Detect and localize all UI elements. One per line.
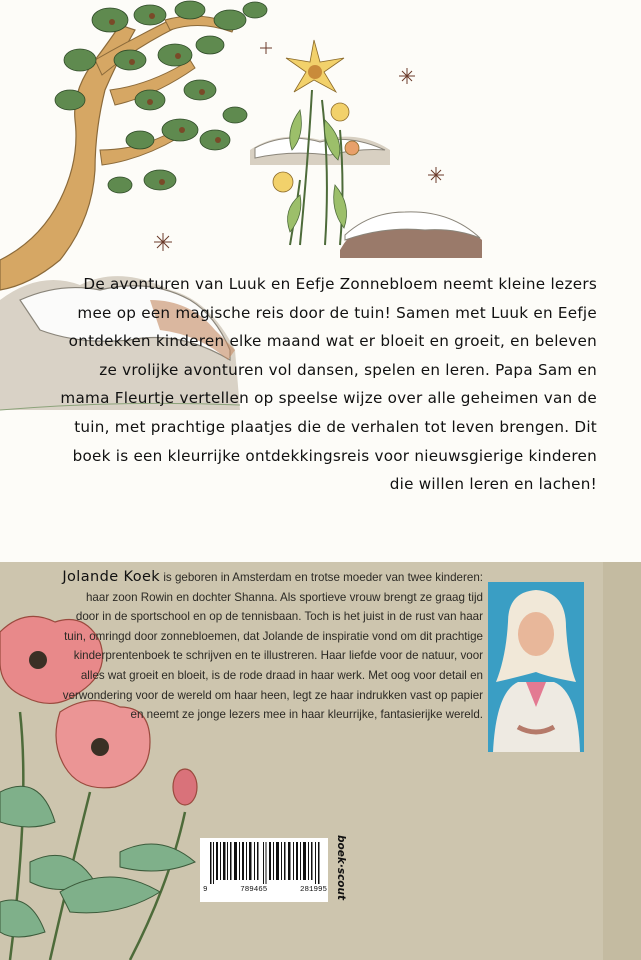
author-bio (60, 562, 483, 725)
author-section (0, 562, 641, 960)
barcode-group-2: 281995 (299, 886, 327, 894)
blurb-text: De avonturen van Luuk en Eefje Zonnebloem neemt kleine lezers mee op een magische reis door de tuin! Samen met Luuk en Eefje ontdekken kinderen elke maand wat er bloeit en groeit, en beleven ze vrolijke avonturen vol dansen, spelen en leren. Papa Sam en mama Fleurtje vertellen op speelse wijze over alle geheimen van de tuin, met prachtige plaatjes die de verhalen tot leven brengen. Dit boek is een kleurrijke ontdekkingsreis voor nieuwsgierige kinderen die willen leren en lachen! (60, 275, 597, 494)
barcode-digits (203, 886, 327, 894)
bio-text: is geboren in Amsterdam en trotse moeder van twee kinderen: haar zoon Rowin en dochter Shanna. Als sportieve vrouw brengt ze graag tijd door in de sportschool en op de tennisbaan. Toch is het juist in de rust van haar tuin, omringd door zonnebloemen, dat Jolande de inspiratie vond om dit prachtige kinderprentenboek te schrijven en te illustreren. Haar liefde voor de natuur, voor alles wat groeit en bloeit, is de rode draad in haar werk. Met oog voor detail en verwondering voor de wereld om haar heen, legt ze haar indrukken vast op papier en neemt ze jonge lezers mee in haar kleurrijke, fantasierijke wereld. (62, 571, 483, 722)
author-photo (488, 582, 584, 752)
spine-edge (603, 562, 641, 960)
barcode (200, 838, 328, 902)
blurb (0, 270, 641, 499)
barcode-bars (210, 842, 320, 884)
barcode-lead: 9 (203, 886, 208, 894)
bio-paragraph (60, 562, 483, 725)
flower-illustration (250, 40, 482, 258)
barcode-group-1: 789465 (240, 886, 268, 894)
publisher-name: boek·scout (335, 835, 347, 901)
publisher-logo (330, 835, 352, 904)
author-name: Jolande Koek (62, 569, 161, 585)
